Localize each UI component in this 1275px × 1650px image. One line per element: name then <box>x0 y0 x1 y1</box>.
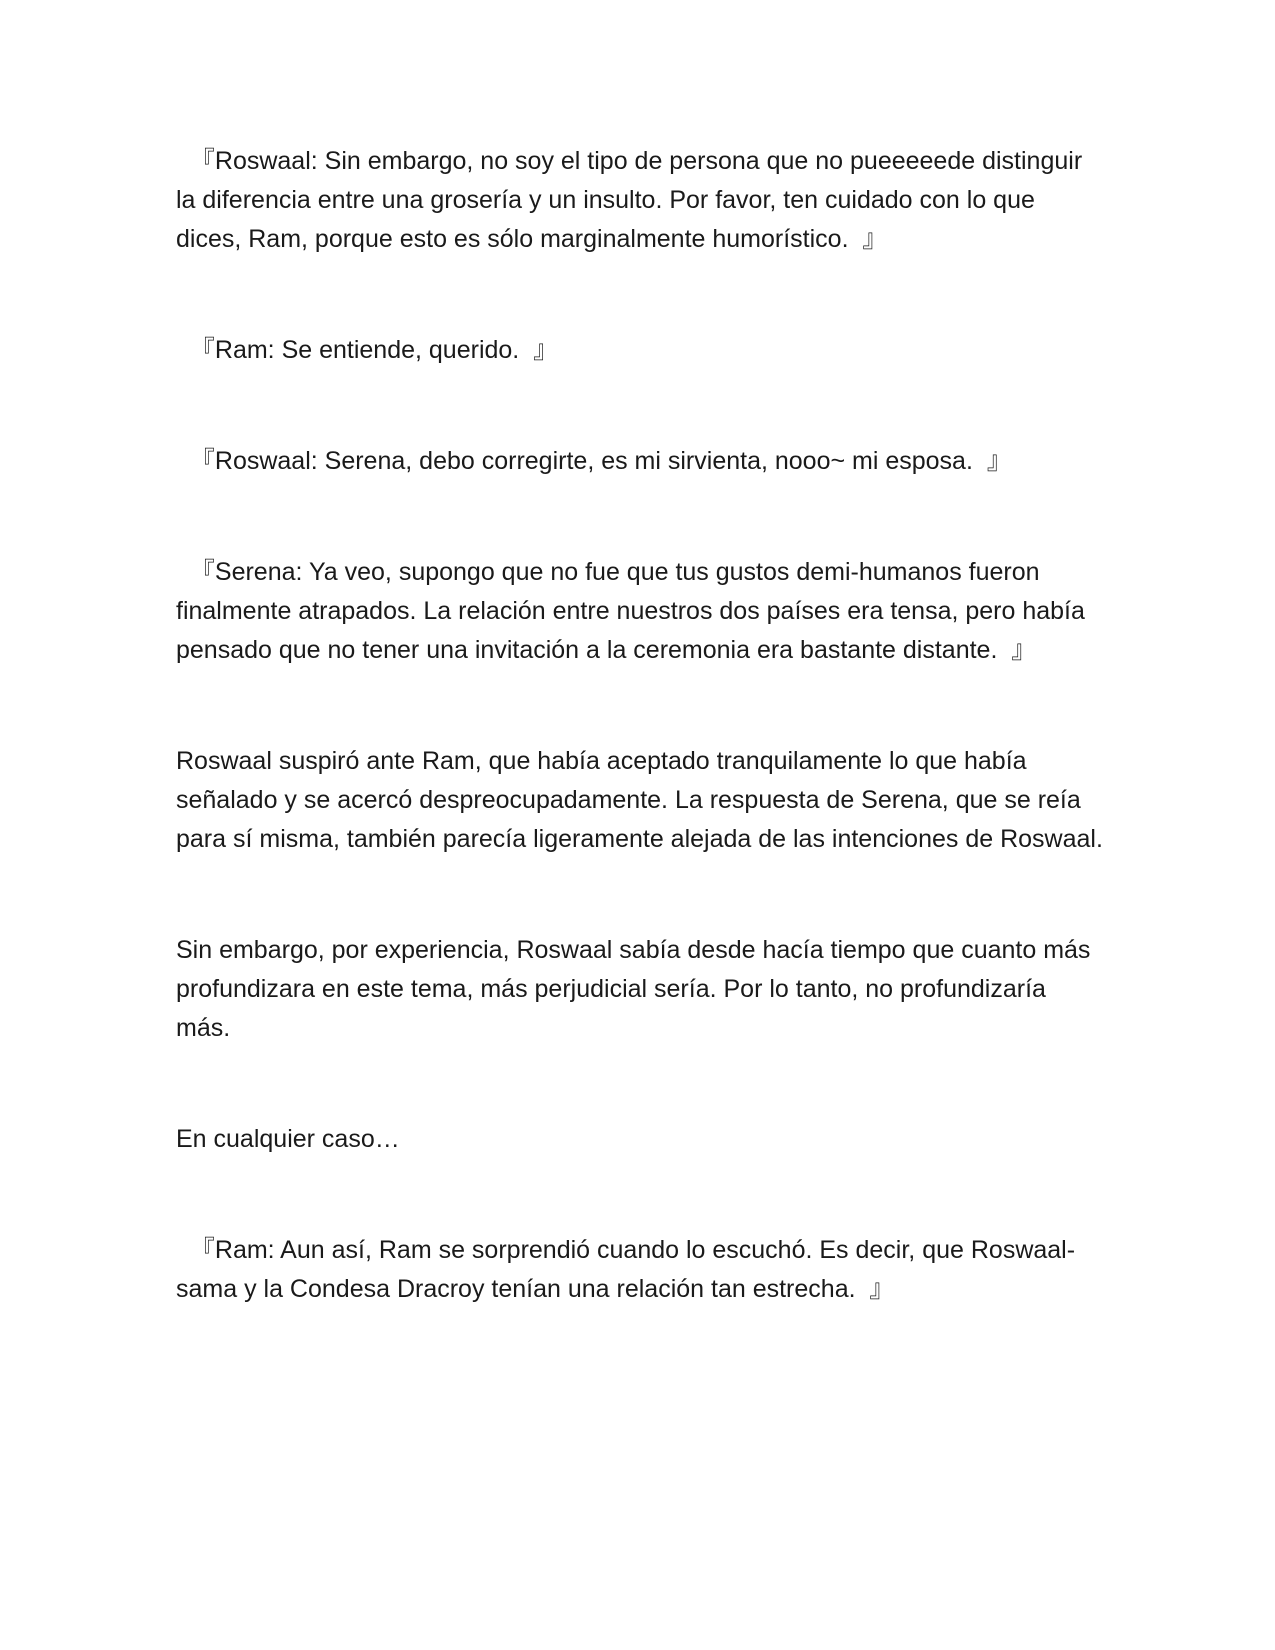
paragraph-roswaal-dialog-2: 『Roswaal: Serena, debo corregirte, es mi sirvienta, nooo~ mi esposa. 』 <box>176 447 1012 475</box>
paragraph-ram-dialog-1: 『Ram: Se entiende, querido. 』 <box>176 336 559 364</box>
paragraph-narration-2: Sin embargo, por experiencia, Roswaal sabía desde hacía tiempo que cuanto más profundizara en este tema, más perjudicial sería. Por lo tanto, no profundizaría más. <box>176 936 1091 1042</box>
paragraph-narration-1: Roswaal suspiró ante Ram, que había aceptado tranquilamente lo que había señalado y se acercó despreocupadamente. La respuesta de Serena, que se reía para sí misma, también parecía ligeramente alejada de las intenciones de Roswaal. <box>176 747 1103 853</box>
paragraph-narration-3: En cualquier caso… <box>176 1125 400 1153</box>
document-body <box>176 142 1106 1381</box>
paragraph-ram-dialog-2: 『Ram: Aun así, Ram se sorprendió cuando lo escuchó. Es decir, que Roswaal-sama y la Condesa Dracroy tenían una relación tan estrecha. 』 <box>176 1236 1076 1303</box>
paragraph-roswaal-dialog-1: 『Roswaal: Sin embargo, no soy el tipo de persona que no pueeeeede distinguir la diferencia entre una grosería y un insulto. Por favor, ten cuidado con lo que dices, Ram, porque esto es sólo marginalmente humorístico. 』 <box>176 147 1083 253</box>
paragraph-serena-dialog-1: 『Serena: Ya veo, supongo que no fue que tus gustos demi-humanos fueron finalmente atrapados. La relación entre nuestros dos países era tensa, pero había pensado que no tener una invitación a la ceremonia era bastante distante. 』 <box>176 558 1085 664</box>
